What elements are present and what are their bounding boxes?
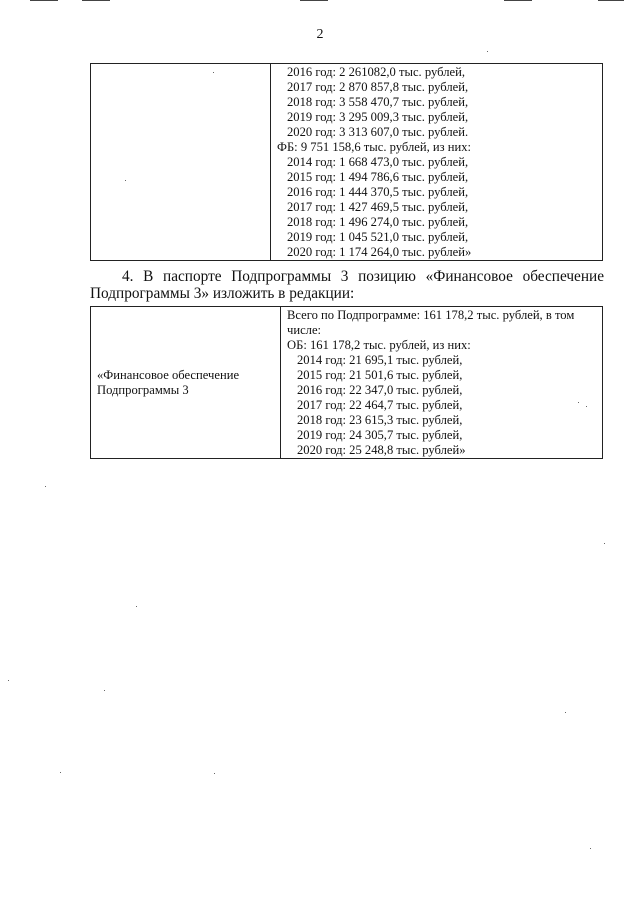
table-cell-label-empty <box>91 64 271 261</box>
scan-speck <box>104 690 105 691</box>
scan-speck <box>45 486 46 487</box>
value-line: 2016 год: 2 261082,0 тыс. рублей, <box>287 65 465 79</box>
value-line: 2020 год: 3 313 607,0 тыс. рублей. <box>287 125 469 139</box>
value-line: 2019 год: 1 045 521,0 тыс. рублей, <box>287 230 469 244</box>
scan-speck <box>60 772 61 773</box>
value-line: 2018 год: 23 615,3 тыс. рублей, <box>297 413 463 427</box>
page-number: 2 <box>316 27 324 42</box>
scan-speck <box>136 606 137 607</box>
value-line: 2020 год: 1 174 264,0 тыс. рублей» <box>287 245 472 259</box>
scan-speck <box>214 773 215 774</box>
paragraph-line-1: 4. В паспорте Подпрограммы 3 позицию «Финансовое обеспечение <box>122 268 604 285</box>
value-line: 2019 год: 24 305,7 тыс. рублей, <box>297 428 463 442</box>
value-line: 2016 год: 22 347,0 тыс. рублей, <box>297 383 463 397</box>
value-line: 2017 год: 22 464,7 тыс. рублей, <box>297 398 463 412</box>
value-line: 2017 год: 2 870 857,8 тыс. рублей, <box>287 80 469 94</box>
value-line: числе: <box>287 323 322 337</box>
label-line-1: «Финансовое обеспечение <box>97 367 240 382</box>
scan-speck <box>8 680 9 681</box>
value-line: Всего по Подпрограмме: 161 178,2 тыс. рублей, в том <box>287 308 575 322</box>
value-line: 2018 год: 3 558 470,7 тыс. рублей, <box>287 95 469 109</box>
scan-top-rule <box>300 0 328 1</box>
label-line-2: Подпрограммы 3 <box>97 382 189 397</box>
scan-speck <box>604 543 605 544</box>
value-line: 2015 год: 1 494 786,6 тыс. рублей, <box>287 170 469 184</box>
scan-top-rule <box>504 0 532 1</box>
scan-top-rule <box>82 0 110 1</box>
table-cell-values <box>271 64 603 261</box>
subprogram-3-financing-table <box>90 306 603 459</box>
scan-speck <box>565 712 566 713</box>
paragraph-line-2: Подпрограммы 3» изложить в редакции: <box>90 285 355 302</box>
scan-top-rule <box>598 0 624 1</box>
value-line: 2017 год: 1 427 469,5 тыс. рублей, <box>287 200 469 214</box>
value-line: 2020 год: 25 248,8 тыс. рублей» <box>297 443 466 457</box>
table-cell-label <box>91 307 281 459</box>
value-line: 2019 год: 3 295 009,3 тыс. рублей, <box>287 110 469 124</box>
value-lines <box>287 308 596 458</box>
scan-speck <box>487 51 488 52</box>
instruction-paragraph <box>90 268 604 302</box>
table-cell-values <box>281 307 603 459</box>
value-line: 2015 год: 21 501,6 тыс. рублей, <box>297 368 463 382</box>
value-line: 2018 год: 1 496 274,0 тыс. рублей, <box>287 215 469 229</box>
value-line: 2014 год: 1 668 473,0 тыс. рублей, <box>287 155 469 169</box>
value-line: ОБ: 161 178,2 тыс. рублей, из них: <box>287 338 471 352</box>
scan-speck <box>590 848 591 849</box>
value-line: 2014 год: 21 695,1 тыс. рублей, <box>297 353 463 367</box>
financing-table-continued <box>90 63 603 261</box>
scan-top-rule <box>30 0 58 1</box>
table-row <box>91 64 603 261</box>
table-row <box>91 307 603 459</box>
value-lines <box>277 65 596 260</box>
value-line: 2016 год: 1 444 370,5 тыс. рублей, <box>287 185 469 199</box>
value-line: ФБ: 9 751 158,6 тыс. рублей, из них: <box>277 140 472 154</box>
